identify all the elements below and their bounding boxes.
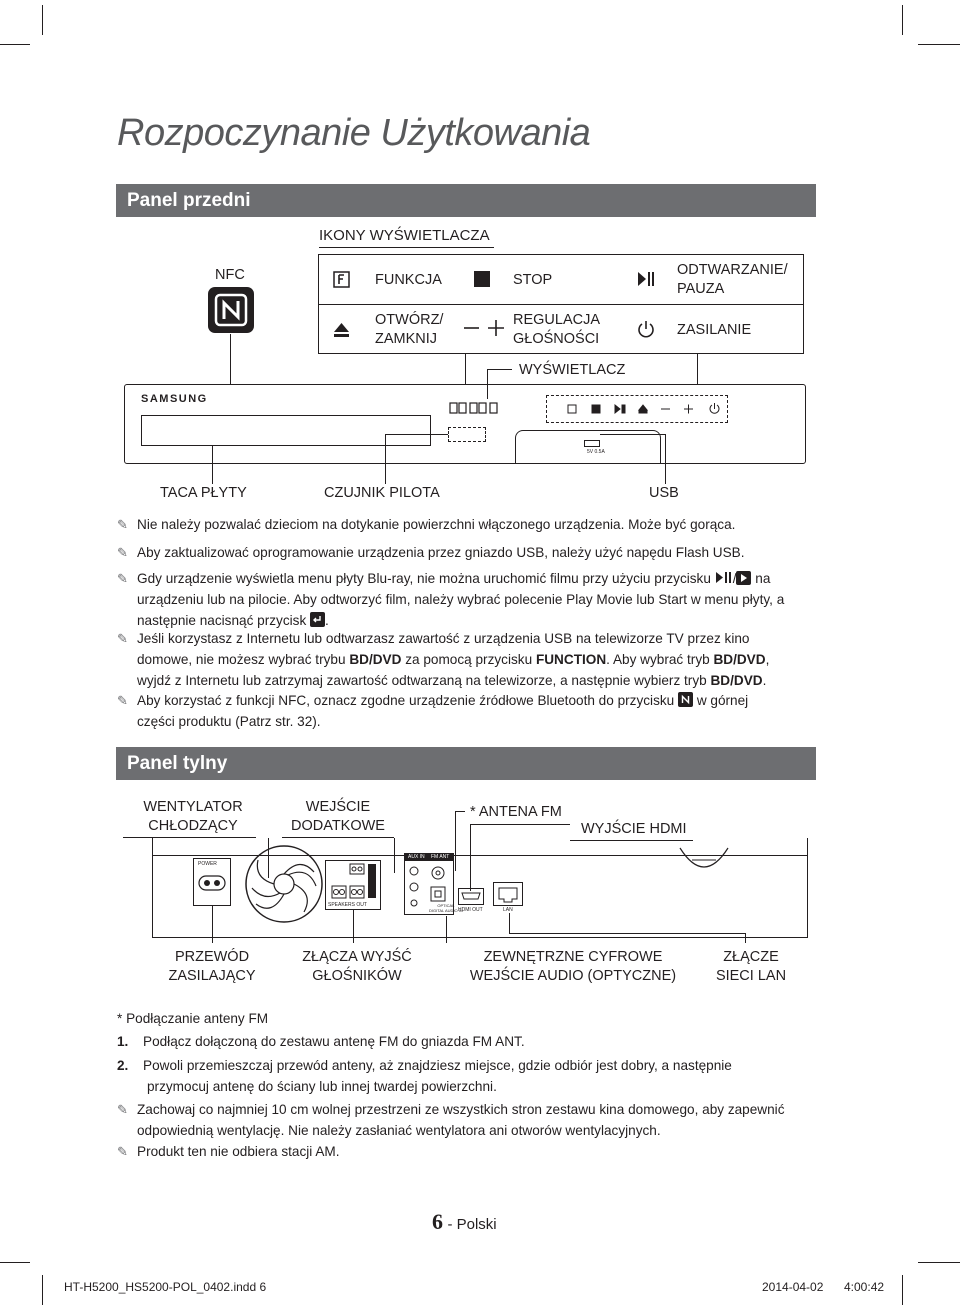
page-number: 6 - Polski: [432, 1209, 497, 1234]
play-pause-icon: [637, 270, 655, 288]
footer-filename: HT-H5200_HS5200-POL_0402.indd 6: [64, 1280, 267, 1294]
fm-step-1: 1. Podłącz dołączoną do zestawu antenę FM do gniazda FM ANT.: [117, 1034, 525, 1049]
crop-mark: [902, 5, 903, 35]
note-3: ✎ Gdy urządzenie wyświetla menu płyty Blu-ray, nie można uruchomić filmu przy użyciu przycisku / na urządzeniu lub na pilocie. Aby odtworzyć film, należy wybrać polecenie Play Movie lub Start w menu płyty, a następnie nacisnąć przycisk .: [117, 568, 817, 631]
function-icon: [333, 271, 350, 288]
callout-disc-tray: TACA PŁYTY: [160, 485, 247, 501]
cooling-fan-drawing: [242, 842, 326, 926]
label-lan: ZŁĄCZE SIECI LAN: [715, 949, 787, 984]
crop-mark: [0, 1262, 30, 1263]
leader-line: [600, 434, 665, 435]
note-2: ✎ Aby zaktualizować oprogramowanie urządzenia przez gniazdo USB, należy użyć napędu Flash USB.: [117, 542, 817, 563]
crop-mark: [918, 1262, 960, 1263]
optical-text: OPTICAL DIGITAL AUDIO IN: [429, 903, 463, 913]
leader-line: [385, 434, 448, 435]
pencil-icon: ✎: [117, 631, 128, 646]
disc-tray-drawing: [141, 415, 431, 446]
play-icon: [736, 571, 751, 586]
footer-time: 4:00:42: [844, 1280, 885, 1294]
page-title: Rozpoczynanie Użytkowania: [117, 112, 591, 154]
note-4: ✎ Jeśli korzystasz z Internetu lub odtwarzasz zawartość z urządzenia USB na telewizorze TV przez kino domowe, nie możesz wybrać trybu BD/DVD za pomocą przycisku FUNCTION. Aby wybrać tryb BD/DVD, wyjdź z Internetu lub zatrzymaj zawartość odtwarzaną na telewizorze, a następnie wybierz tryb BD/DVD.: [117, 628, 817, 691]
icon-label-play-pause: ODTWARZANIE/ PAUZA: [677, 262, 788, 297]
display-icons-table: [318, 254, 804, 354]
pencil-icon: ✎: [117, 517, 128, 532]
enter-icon: [310, 613, 325, 628]
pencil-icon: ✎: [117, 545, 128, 560]
section-header-front-panel: Panel przedni: [116, 184, 816, 217]
pencil-icon: ✎: [117, 693, 128, 708]
callout-remote-sensor: CZUJNIK PILOTA: [324, 485, 440, 501]
callout-usb: USB: [649, 485, 679, 501]
nfc-leader-line: [230, 334, 231, 384]
leader-line: [353, 910, 354, 943]
pencil-icon: ✎: [117, 571, 128, 586]
crop-mark: [42, 5, 43, 35]
leader-line: [697, 354, 698, 384]
label-fm-antenna: * ANTENA FM: [470, 804, 562, 820]
footer-date: 2014-04-02: [762, 1280, 824, 1294]
leader-line: [665, 434, 666, 484]
label-hdmi-out: WYJŚCIE HDMI: [581, 821, 687, 837]
play-pause-icon: [715, 571, 733, 586]
crop-mark: [0, 44, 30, 45]
leader-line: [455, 811, 465, 812]
aux-fm-optical-drawing: [404, 853, 463, 915]
icon-label-function: FUNKCJA: [375, 272, 442, 288]
hdmi-port-drawing: [458, 888, 484, 905]
touch-buttons-drawing: [546, 395, 728, 423]
section-header-rear-panel: Panel tylny: [116, 747, 816, 780]
label-speaker-outputs: ZŁĄCZA WYJŚĆ GŁOŚNIKÓW: [302, 949, 412, 984]
icon-label-eject: OTWÓRZ/ ZAMKNIJ: [375, 312, 444, 347]
note-5: ✎ Aby korzystać z funkcji NFC, oznacz zgodne urządzenie źródłowe Bluetooth do przycisku w górnej części produktu (Patrz str. 32).: [117, 690, 817, 732]
leader-line: [385, 434, 386, 484]
usb-port-drawing: [584, 440, 600, 447]
power-socket-drawing: [193, 858, 231, 906]
remote-sensor-drawing: [448, 427, 486, 442]
eject-icon: [333, 321, 350, 338]
usb-cover-drawing: [515, 430, 661, 464]
fm-connection-heading: * Podłączanie anteny FM: [117, 1011, 269, 1026]
label-power-cord: PRZEWÓD ZASILAJĄCY: [168, 949, 256, 984]
leader-line: [745, 933, 746, 943]
power-text: POWER: [198, 861, 217, 867]
label-aux-input: WEJŚCIE DODATKOWE: [291, 799, 385, 834]
leader-line: [446, 916, 447, 943]
icon-label-power: ZASILANIE: [677, 322, 752, 338]
display-segments-drawing: [449, 401, 501, 415]
icon-label-stop: STOP: [513, 272, 553, 288]
leader-line: [212, 446, 213, 484]
leader-line: [465, 354, 466, 384]
pencil-icon: ✎: [117, 1102, 128, 1117]
fm-step-2: 2. Powoli przemieszczaj przewód anteny, aż znajdziesz miejsce, gdzie odbiór jest dobry, a następnie przymocuj antenę do ściany lub innej twardej powierzchni.: [117, 1058, 732, 1094]
label-cooling-fan: WENTYLATOR CHŁODZĄCY: [143, 799, 243, 834]
speakers-out-text: SPEAKERS OUT: [328, 902, 367, 908]
nfc-icon: [678, 693, 693, 708]
stop-icon: [474, 271, 490, 287]
hdmi-out-text: HDMI OUT: [458, 907, 483, 913]
power-icon: [637, 320, 655, 338]
volume-icon: [463, 319, 505, 337]
leader-line: [470, 824, 570, 825]
pencil-icon: ✎: [117, 1144, 128, 1159]
usb-rating: 5V 0.5A: [587, 449, 605, 455]
speaker-terminals-drawing: [325, 860, 381, 910]
icon-label-volume: REGULACJA GŁOŚNOŚCI: [513, 312, 601, 347]
note-1: ✎ Nie należy pozwalać dzieciom na dotykanie powierzchni włączonego urządzenia. Może być gorąca.: [117, 514, 817, 535]
heading-underline: [319, 247, 494, 248]
leader-line: [509, 933, 745, 934]
am-note: ✎ Produkt ten nie odbiera stacji AM.: [117, 1141, 817, 1162]
crop-mark: [42, 1275, 43, 1305]
aux-in-text: AUX IN: [408, 854, 425, 860]
leader-line: [509, 913, 510, 934]
display-label: WYŚWIETLACZ: [519, 362, 626, 378]
crop-mark: [918, 44, 960, 45]
crop-mark: [902, 1275, 903, 1305]
samsung-logo: SAMSUNG: [141, 393, 208, 405]
nfc-logo-icon: [208, 287, 254, 333]
display-icons-heading: IKONY WYŚWIETLACZA: [319, 227, 490, 244]
ventilation-note: ✎ Zachowaj co najmniej 10 cm wolnej przestrzeni ze wszystkich stron zestawu kina domowego, aby zapewnić odpowiednią wentylację. Nie należy zasłaniać wentylatora ani otworów wentylacyjnych.: [117, 1099, 817, 1141]
lan-port-drawing: [493, 882, 523, 906]
cable-clip-drawing: [678, 846, 730, 886]
fm-ant-text: FM ANT: [431, 854, 450, 860]
lan-text: LAN: [503, 907, 513, 913]
label-optical-input: ZEWNĘTRZNE CYFROWE WEJŚCIE AUDIO (OPTYCZNE): [469, 949, 677, 984]
nfc-label: NFC: [215, 267, 245, 283]
leader-line: [212, 905, 213, 943]
leader-line: [487, 369, 512, 370]
